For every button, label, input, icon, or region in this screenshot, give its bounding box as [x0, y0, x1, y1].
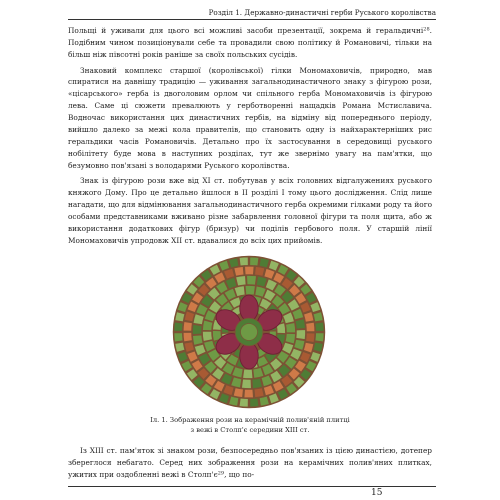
caption-line-2: з вежі в Столп'є середини XIII ст. [190, 426, 310, 434]
mosaic-tile [192, 325, 201, 335]
footnote-ref-28: 28 [423, 26, 430, 33]
bottom-text [68, 445, 432, 481]
running-header: Розділ 1. Державно-династичні герби Руського королівства [208, 8, 436, 17]
header-rule [68, 19, 436, 20]
mosaic-tile [313, 312, 323, 322]
figure-caption [100, 415, 400, 435]
mosaic-tile [244, 389, 253, 397]
mosaic-tile [203, 320, 213, 330]
mosaic-tile [255, 267, 265, 277]
mosaic-tile [313, 342, 323, 352]
mosaic-tile [259, 396, 269, 406]
paragraph-4-text: Із XIII ст. пам'яток зі знаком рози, безпосередньо пов'язаних із цією династією, дотепер збереглося небагато. Серед них зображення рози на керамічних полив'яних плитках, ужитих при оздобленні вежі в Столп'є [68, 446, 432, 479]
mosaic-tile [233, 388, 243, 398]
page-number: 15 [371, 488, 383, 498]
mosaic-tile [229, 396, 239, 406]
mosaic-tile [234, 267, 244, 277]
mosaic-tile [259, 258, 269, 268]
mosaic-tile [286, 323, 296, 333]
mosaic-tile [183, 322, 192, 331]
paragraph-2: Знаковий комплекс старшої (королівської) гілки Мономаховичів, природно, мав спиратися на давнішу традицію — уживання загальнодинастичного знаку з фігурою рози, «цісарського» герба із двоголовим орлом чи спільного герба Мономаховичів із фігурою лева. Саме ці сюжети превалюють у герботворенні нащадків Романа Мстиславича. Водночас використання цих династичних гербів, на відміну від попереднього періоду, вийшло далеко за межі кола правителів, що становить одну із найхарактерніших рис геральдики часів Романовичів. Детально про їх застосування в середовищі руського нобілітету буде мова в наступних розділах, тут же звернімо увагу на пам'ятки, що безумовно пов'язані з володарями Руського королівства. [68, 65, 432, 170]
mosaic-tile [252, 378, 262, 388]
paragraph-3: Знак із фігурою рози вже від XI ст. побутував у всіх головних відгалужениях руського княжого Дому. Про це детально йшлося в ІІ розділі І тому цього дослідження. Слід лише нагадати, що для відмінювання загальнодинастичного герба окремими гілками роду та його особами представниками вживано різне забарвлення головної фігури та поля щита, або ж використання додаткових фігур (бризур) чи поділів гербового поля. У старшій лінії Мономаховичів упродовж XII ст. вдавалися до всіх цих прийомів. [68, 176, 432, 245]
mosaic-tile [193, 335, 203, 345]
mosaic-tile [245, 285, 255, 294]
mosaic-tile [183, 332, 192, 341]
mosaic-tile [315, 322, 324, 331]
paragraph-1-tail: . Подібним чином позиціонували себе та провадили свою політику й Романовичі, тільки на більш ніж півсотні років раніше за своїх польських сусідів. [68, 26, 432, 59]
footer-rule [68, 486, 436, 487]
mosaic-tile [236, 276, 246, 286]
mosaic-tile [239, 257, 248, 266]
mosaic-tile [243, 369, 253, 378]
mosaic-tile [239, 398, 248, 407]
mosaic-tile [175, 342, 185, 352]
mosaic-tile [254, 388, 264, 398]
rose-center [241, 324, 258, 341]
footnote-ref-29: 29 [217, 470, 225, 477]
paragraph-1-text: Польщі й уживали для цього всі можливі засоби презентації, зокрема й геральдичні [68, 26, 424, 35]
mosaic-tile [229, 258, 239, 268]
mosaic-tile [250, 398, 259, 407]
rose-petal [240, 343, 258, 369]
mosaic-tile [202, 331, 212, 341]
paragraph-4 [68, 445, 432, 481]
mosaic-tile [174, 333, 183, 342]
mosaic-tile [295, 319, 305, 329]
rosette-tile-image [172, 255, 326, 409]
mosaic-tile [306, 322, 315, 331]
caption-line-1: Іл. 1. Зображення рози на керамічній полив'яній плитці [150, 416, 350, 424]
mosaic-tile [245, 266, 254, 274]
mosaic-tile [242, 379, 252, 388]
mosaic-tile [175, 312, 185, 322]
mosaic-tile [174, 322, 183, 331]
mosaic-tile [296, 330, 305, 340]
mosaic-tile [285, 333, 295, 343]
mosaic-tile [250, 257, 259, 266]
paragraph-4-tail: , що по- [224, 469, 255, 479]
paragraph-1 [68, 25, 432, 61]
mosaic-tile [315, 333, 324, 342]
rose-petal [240, 295, 258, 321]
body-text [68, 25, 432, 251]
mosaic-tile [306, 333, 315, 342]
mosaic-tile [247, 275, 257, 284]
